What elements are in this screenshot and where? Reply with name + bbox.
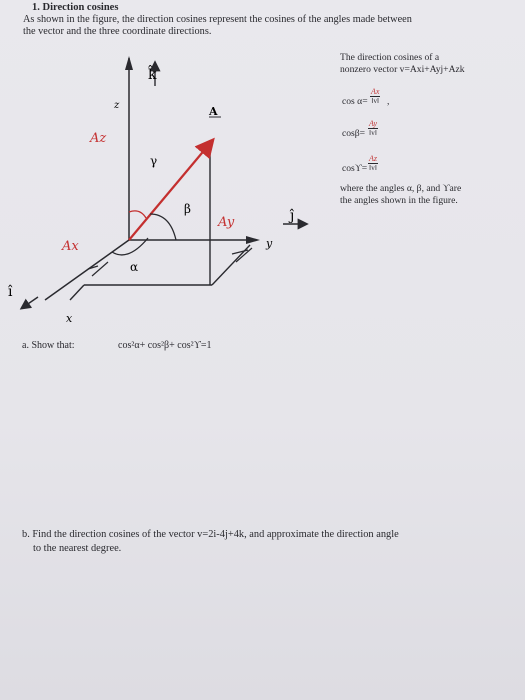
cos-gamma-denominator: ‖v‖ bbox=[369, 164, 377, 172]
sidebar-where-line1: where the angles α, β, and ϒare bbox=[340, 183, 462, 194]
ay-component-label: Ay bbox=[218, 215, 235, 230]
x-axis-label: x bbox=[66, 312, 73, 325]
cos-gamma-label: cosϒ= bbox=[342, 163, 368, 174]
beta-arc bbox=[150, 214, 176, 240]
cos-alpha-denominator: ‖v‖ bbox=[371, 97, 379, 105]
z-axis-label: z bbox=[114, 100, 120, 111]
part-a-equation: cos²α+ cos²β+ cos²ϒ=1 bbox=[118, 340, 212, 351]
part-a-label: a. Show that: bbox=[22, 340, 75, 351]
cos-alpha-tail: , bbox=[387, 96, 390, 107]
z-axis-arrowhead bbox=[125, 56, 133, 70]
hatch-marks-left bbox=[88, 262, 108, 276]
i-hat-label: î bbox=[8, 284, 13, 300]
box-left-stub bbox=[70, 285, 84, 300]
part-b-line1: b. Find the direction cosines of the vector v=2i-4j+4k, and approximate the direction angle bbox=[22, 529, 399, 540]
ax-component-label: Ax bbox=[62, 239, 79, 254]
problem-heading: 1. Direction cosines bbox=[32, 2, 119, 13]
cos-beta-denominator: ‖v‖ bbox=[369, 129, 377, 137]
alpha-label: α bbox=[130, 260, 139, 274]
cos-beta-label: cosβ= bbox=[342, 128, 366, 139]
problem-intro-line2: the vector and the three coordinate directions. bbox=[23, 26, 212, 37]
j-hat-label: ĵ bbox=[290, 208, 295, 224]
vector-a-label: A bbox=[209, 105, 218, 118]
k-hat-label: k̂ bbox=[148, 67, 157, 83]
y-axis-arrowhead bbox=[246, 236, 260, 244]
az-component-label: Az bbox=[90, 131, 107, 146]
cos-gamma-numerator: Az bbox=[369, 154, 377, 163]
y-axis-label: y bbox=[266, 237, 273, 250]
problem-intro-line1: As shown in the figure, the direction cosines represent the cosines of the angles made between bbox=[23, 14, 412, 25]
cos-alpha-numerator: Ax bbox=[371, 87, 380, 96]
cos-alpha-label: cos α= bbox=[342, 96, 368, 107]
sidebar-line1: The direction cosines of a bbox=[340, 52, 440, 63]
x-axis-line bbox=[45, 240, 129, 300]
i-hat-arrow bbox=[22, 297, 38, 308]
gamma-arc bbox=[129, 211, 146, 218]
part-b-line2: to the nearest degree. bbox=[33, 543, 122, 554]
gamma-label: γ bbox=[150, 154, 158, 168]
cos-beta-numerator: Ay bbox=[369, 119, 377, 128]
sidebar-where-line2: the angles shown in the figure. bbox=[340, 195, 458, 206]
beta-label: β bbox=[184, 202, 191, 216]
sidebar-line2: nonzero vector v=Axi+Ayj+Azk bbox=[340, 64, 465, 75]
